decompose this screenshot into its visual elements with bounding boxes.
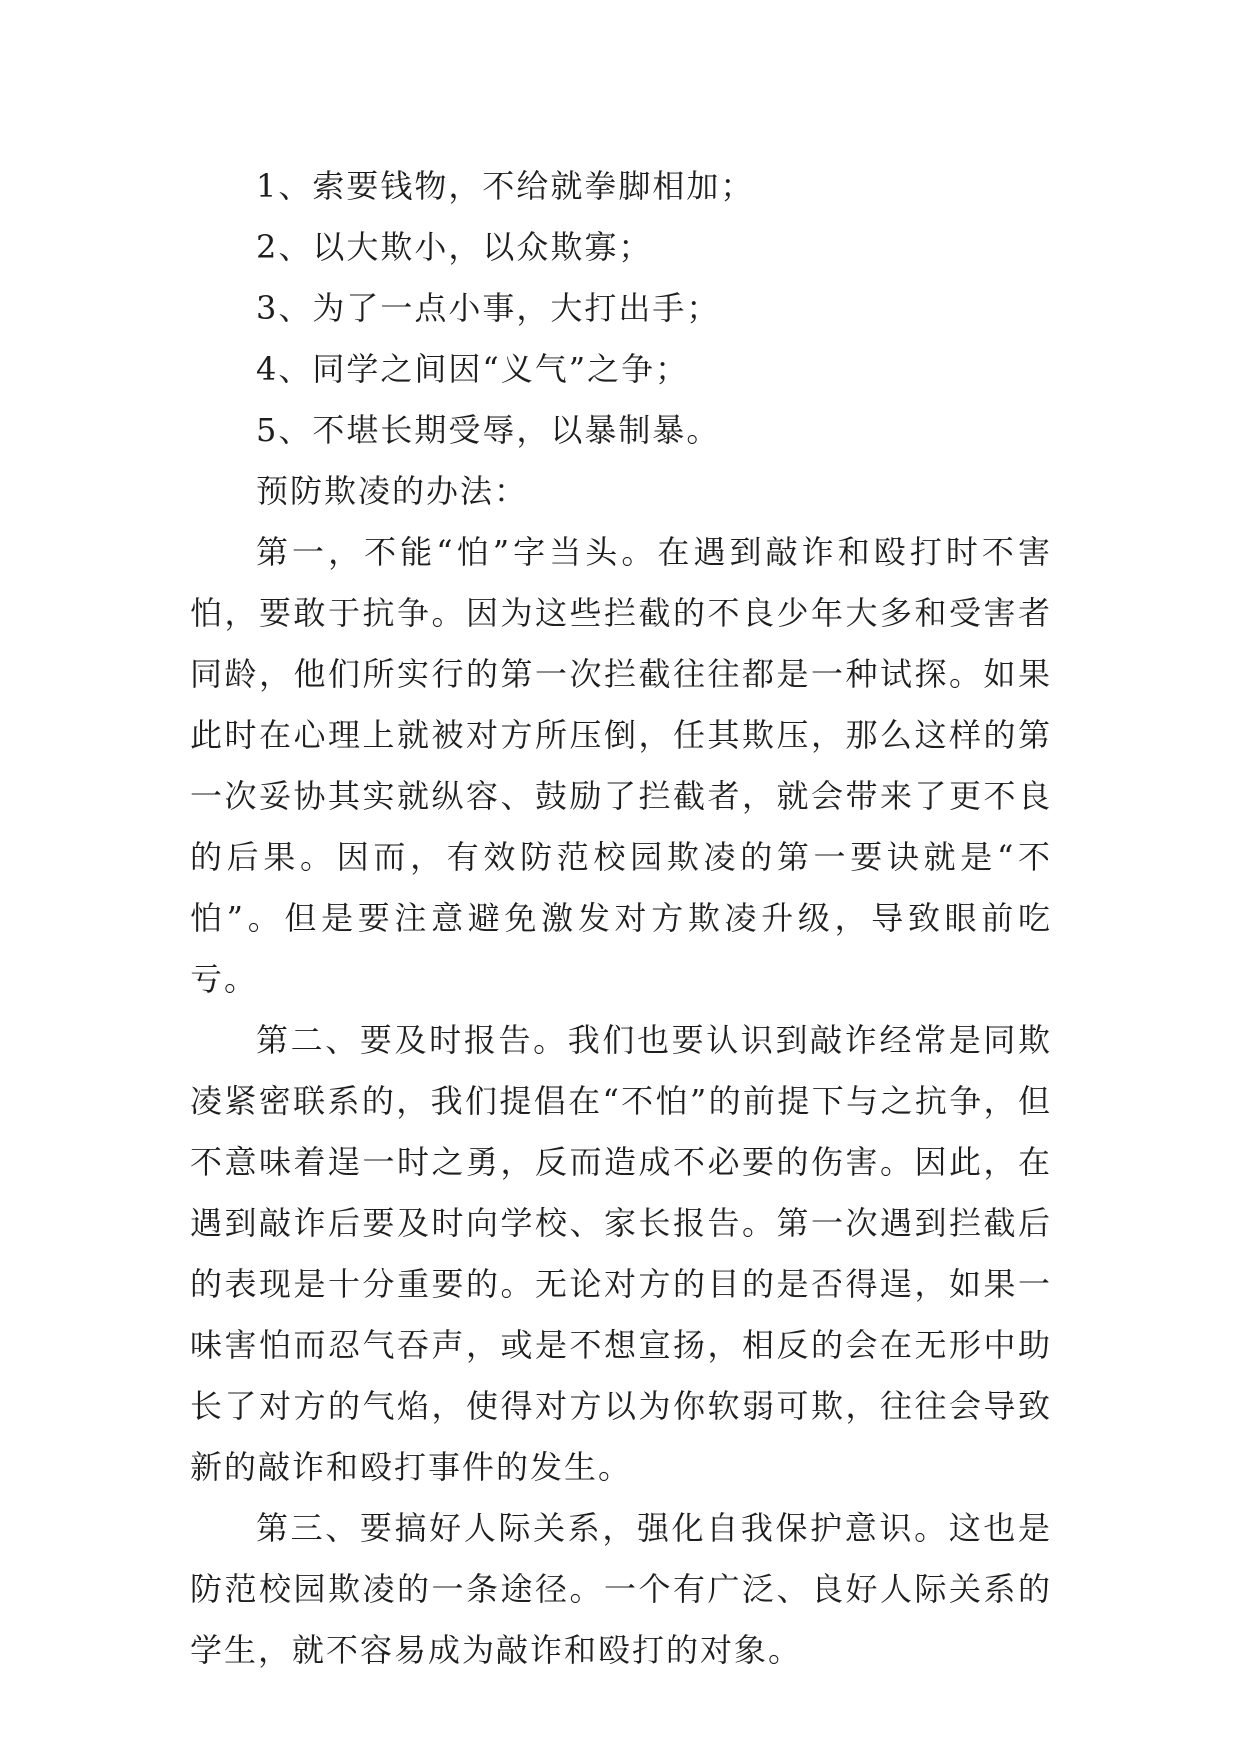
- list-item-4: 4、同学之间因“义气”之争；: [256, 350, 690, 388]
- paragraph-first: 第一，不能“怕”字当头。在遇到敲诈和殴打时不害怕，要敢于抗争。因为这些拦截的不良少年大多和受害者同龄，他们所实行的第一次拦截往往都是一种试探。如果此时在心理上就被对方所压倒，任其欺压，那么这样的第一次妥协其实就纵容、鼓励了拦截者，就会带来了更不良的后果。因而，有效防范校园欺凌的第一要诀就是“不怕”。但是要注意避免激发对方欺凌升级，导致眼前吃亏。: [190, 533, 1052, 998]
- list-item-1: 1、索要钱物，不给就拳脚相加；: [256, 167, 755, 205]
- document-body: [190, 156, 1052, 1681]
- list-item-5: 5、不堪长期受辱，以暴制暴。: [256, 411, 721, 449]
- paragraph-third: 第三、要搞好人际关系，强化自我保护意识。这也是防范校园欺凌的一条途径。一个有广泛、良好人际关系的学生，就不容易成为敲诈和殴打的对象。: [190, 1509, 1052, 1669]
- list-item-3: 3、为了一点小事，大打出手；: [256, 289, 721, 327]
- paragraph-second: 第二、要及时报告。我们也要认识到敲诈经常是同欺凌紧密联系的，我们提倡在“不怕”的前提下与之抗争，但不意味着逞一时之勇，反而造成不必要的伤害。因此，在遇到敲诈后要及时向学校、家长报告。第一次遇到拦截后的表现是十分重要的。无论对方的目的是否得逞，如果一味害怕而忍气吞声，或是不想宣扬，相反的会在无形中助长了对方的气焰，使得对方以为你软弱可欺，往往会导致新的敲诈和殴打事件的发生。: [190, 1021, 1052, 1486]
- list-item-2: 2、以大欺小，以众欺寡；: [256, 228, 653, 266]
- section-heading: 预防欺凌的办法：: [256, 472, 529, 510]
